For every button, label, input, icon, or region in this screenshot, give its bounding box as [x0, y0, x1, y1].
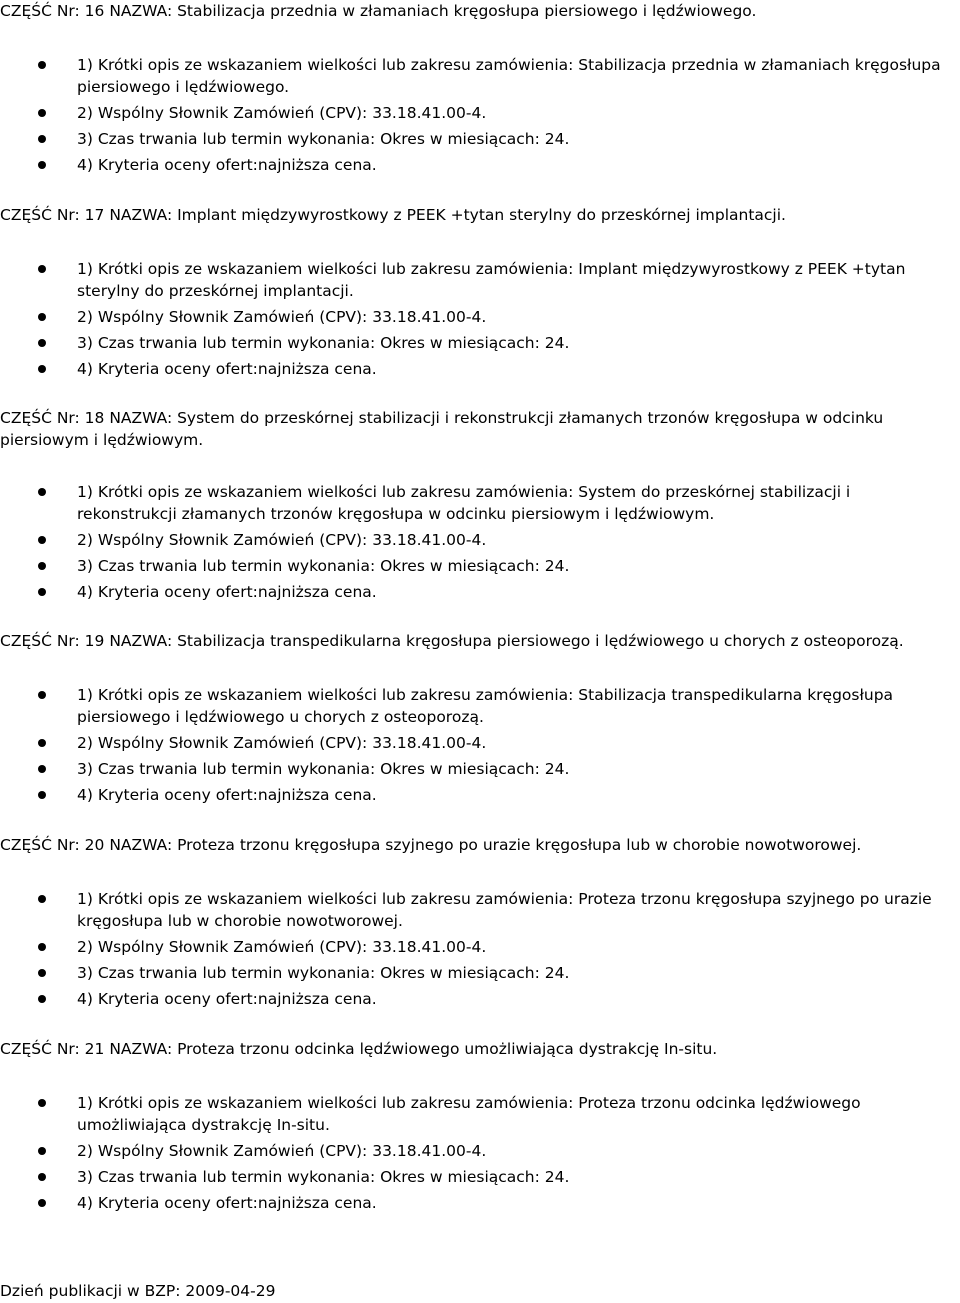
bullet-icon: [38, 135, 46, 143]
list-item: [0, 684, 960, 728]
bullet-icon: [38, 313, 46, 321]
item-text: 3) Czas trwania lub termin wykonania: Okres w miesiącach: 24.: [77, 760, 570, 778]
item-text: 2) Wspólny Słownik Zamówień (CPV): 33.18.41.00-4.: [77, 938, 487, 956]
bullet-icon: [38, 691, 46, 699]
bullet-icon: [38, 1173, 46, 1181]
bullet-icon: [38, 943, 46, 951]
item-text: 4) Kryteria oceny ofert:najniższa cena.: [77, 990, 377, 1008]
item-text: 2) Wspólny Słownik Zamówień (CPV): 33.18.41.00-4.: [77, 308, 487, 326]
list-item: [0, 888, 960, 932]
bullet-icon: [38, 365, 46, 373]
item-text: 1) Krótki opis ze wskazaniem wielkości lub zakresu zamówienia: Proteza trzonu odcinka lędźwiowego umożliwiająca dystrakcję In-situ.: [77, 1094, 861, 1134]
list-item: [0, 258, 960, 302]
list-item: [0, 306, 960, 328]
list-item: [0, 988, 960, 1010]
bullet-icon: [38, 161, 46, 169]
part-heading: CZĘŚĆ Nr: 16 NAZWA: Stabilizacja przednia w złamaniach kręgosłupa piersiowego i lędźwiowego.: [0, 2, 757, 20]
part-details-list: [0, 481, 960, 607]
item-text: 1) Krótki opis ze wskazaniem wielkości lub zakresu zamówienia: System do przeskórnej stabilizacji i rekonstrukcji złamanych trzonów kręgosłupa w odcinku piersiowym i lędźwiowym.: [77, 483, 851, 523]
list-item: [0, 1192, 960, 1214]
bullet-icon: [38, 1147, 46, 1155]
list-item: [0, 758, 960, 780]
part-heading: CZĘŚĆ Nr: 17 NAZWA: Implant międzywyrostkowy z PEEK +tytan sterylny do przeskórnej implantacji.: [0, 206, 786, 224]
part-heading: CZĘŚĆ Nr: 18 NAZWA: System do przeskórnej stabilizacji i rekonstrukcji złamanych trzonów kręgosłupa w odcinku piersiowym i lędźwiowym.: [0, 409, 884, 449]
bullet-icon: [38, 895, 46, 903]
part-19: [0, 630, 960, 804]
bullet-icon: [38, 739, 46, 747]
list-item: [0, 936, 960, 958]
bullet-icon: [38, 1199, 46, 1207]
bullet-icon: [38, 969, 46, 977]
item-text: 1) Krótki opis ze wskazaniem wielkości lub zakresu zamówienia: Proteza trzonu kręgosłupa szyjnego po urazie kręgosłupa lub w chorobie nowotworowej.: [77, 890, 932, 930]
part-heading: CZĘŚĆ Nr: 21 NAZWA: Proteza trzonu odcinka lędźwiowego umożliwiająca dystrakcję In-situ.: [0, 1040, 718, 1058]
part-heading: CZĘŚĆ Nr: 20 NAZWA: Proteza trzonu kręgosłupa szyjnego po urazie kręgosłupa lub w chorobie nowotworowej.: [0, 836, 862, 854]
list-item: [0, 581, 960, 603]
part-details-list: [0, 1092, 960, 1218]
bullet-icon: [38, 61, 46, 69]
item-text: 1) Krótki opis ze wskazaniem wielkości lub zakresu zamówienia: Stabilizacja transpedikularna kręgosłupa piersiowego i lędźwiowego u chorych z osteoporozą.: [77, 686, 894, 726]
item-text: 3) Czas trwania lub termin wykonania: Okres w miesiącach: 24.: [77, 964, 570, 982]
item-text: 3) Czas trwania lub termin wykonania: Okres w miesiącach: 24.: [77, 1168, 570, 1186]
item-text: 3) Czas trwania lub termin wykonania: Okres w miesiącach: 24.: [77, 334, 570, 352]
part-17: [0, 204, 960, 378]
bullet-icon: [38, 265, 46, 273]
part-21: [0, 1038, 960, 1212]
list-item: [0, 529, 960, 551]
part-details-list: [0, 684, 960, 810]
list-item: [0, 54, 960, 98]
list-item: [0, 128, 960, 150]
list-item: [0, 102, 960, 124]
item-text: 4) Kryteria oceny ofert:najniższa cena.: [77, 1194, 377, 1212]
item-text: 3) Czas trwania lub termin wykonania: Okres w miesiącach: 24.: [77, 130, 570, 148]
list-item: [0, 784, 960, 806]
list-item: [0, 154, 960, 176]
list-item: [0, 1092, 960, 1136]
bullet-icon: [38, 109, 46, 117]
item-text: 4) Kryteria oceny ofert:najniższa cena.: [77, 156, 377, 174]
list-item: [0, 332, 960, 354]
part-details-list: [0, 258, 960, 384]
part-20: [0, 834, 960, 1008]
item-text: 2) Wspólny Słownik Zamówień (CPV): 33.18.41.00-4.: [77, 1142, 487, 1160]
part-details-list: [0, 54, 960, 180]
item-text: 2) Wspólny Słownik Zamówień (CPV): 33.18.41.00-4.: [77, 734, 487, 752]
bullet-icon: [38, 562, 46, 570]
item-text: 3) Czas trwania lub termin wykonania: Okres w miesiącach: 24.: [77, 557, 570, 575]
publication-date: Dzień publikacji w BZP: 2009-04-29: [0, 1282, 276, 1300]
list-item: [0, 1140, 960, 1162]
part-18: [0, 407, 960, 601]
item-text: 4) Kryteria oceny ofert:najniższa cena.: [77, 786, 377, 804]
item-text: 4) Kryteria oceny ofert:najniższa cena.: [77, 583, 377, 601]
bullet-icon: [38, 791, 46, 799]
item-text: 1) Krótki opis ze wskazaniem wielkości lub zakresu zamówienia: Stabilizacja przednia w złamaniach kręgosłupa piersiowego i lędźwiowego.: [77, 56, 941, 96]
bullet-icon: [38, 339, 46, 347]
bullet-icon: [38, 536, 46, 544]
part-heading: CZĘŚĆ Nr: 19 NAZWA: Stabilizacja transpedikularna kręgosłupa piersiowego i lędźwiowego u chorych z osteoporozą.: [0, 632, 904, 650]
item-text: 4) Kryteria oceny ofert:najniższa cena.: [77, 360, 377, 378]
list-item: [0, 358, 960, 380]
bullet-icon: [38, 488, 46, 496]
bullet-icon: [38, 995, 46, 1003]
list-item: [0, 962, 960, 984]
part-16: [0, 0, 960, 174]
list-item: [0, 555, 960, 577]
bullet-icon: [38, 765, 46, 773]
part-details-list: [0, 888, 960, 1014]
list-item: [0, 732, 960, 754]
item-text: 2) Wspólny Słownik Zamówień (CPV): 33.18.41.00-4.: [77, 531, 487, 549]
item-text: 1) Krótki opis ze wskazaniem wielkości lub zakresu zamówienia: Implant międzywyrostkowy z PEEK +tytan sterylny do przeskórnej implantacji.: [77, 260, 906, 300]
item-text: 2) Wspólny Słownik Zamówień (CPV): 33.18.41.00-4.: [77, 104, 487, 122]
bullet-icon: [38, 588, 46, 596]
bullet-icon: [38, 1099, 46, 1107]
list-item: [0, 1166, 960, 1188]
list-item: [0, 481, 960, 525]
